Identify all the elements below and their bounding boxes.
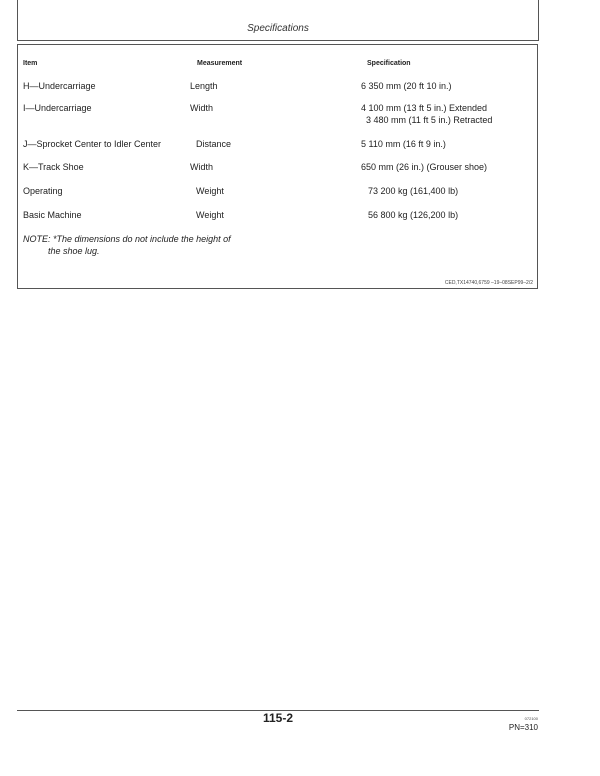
row-k-measurement: Width	[190, 162, 214, 172]
row-k-item: K—Track Shoe	[23, 162, 84, 172]
column-header-specification: Specification	[367, 60, 411, 67]
row-operating-measurement: Weight	[196, 186, 224, 196]
table-note	[23, 233, 231, 257]
page-section-title: Specifications	[247, 23, 309, 34]
row-basic-machine-spec: 56 800 kg (126,200 lb)	[368, 210, 459, 220]
row-i-item: I—Undercarriage	[23, 103, 92, 113]
page-number: 115-2	[262, 711, 294, 725]
row-i-spec-retracted: 3 480 mm (11 ft 5 in.) Retracted	[366, 115, 493, 125]
column-header-measurement: Measurement	[197, 60, 243, 67]
row-j-measurement: Distance	[196, 139, 232, 149]
row-i-spec-extended: 4 100 mm (13 ft 5 in.) Extended	[361, 103, 488, 113]
row-operating-item: Operating	[23, 186, 63, 196]
row-i-measurement: Width	[190, 103, 214, 113]
row-basic-machine-item: Basic Machine	[23, 210, 82, 220]
note-line-1: NOTE: *The dimensions do not include the height of	[23, 234, 231, 244]
footer-doc-code: PN=310	[508, 723, 538, 732]
footer-date-code: 072100	[524, 716, 538, 721]
row-j-spec: 5 110 mm (16 ft 9 in.)	[361, 139, 446, 149]
header-bottom-rule	[17, 40, 539, 41]
row-basic-machine-measurement: Weight	[196, 210, 224, 220]
row-h-spec: 6 350 mm (20 ft 10 in.)	[361, 81, 452, 91]
header-left-rule	[17, 0, 18, 40]
row-h-measurement: Length	[190, 81, 218, 91]
row-k-spec: 650 mm (26 in.) (Grouser shoe)	[361, 162, 488, 172]
row-operating-spec: 73 200 kg (161,400 lb)	[368, 186, 459, 196]
header-right-rule	[538, 0, 539, 40]
reference-code: CED,TX14740,6759 –19–08SEP99–2/2	[444, 280, 533, 286]
column-header-item: Item	[23, 60, 38, 67]
note-line-2: the shoe lug.	[48, 246, 100, 256]
row-h-item: H—Undercarriage	[23, 81, 96, 91]
row-j-item: J—Sprocket Center to Idler Center	[23, 139, 162, 149]
